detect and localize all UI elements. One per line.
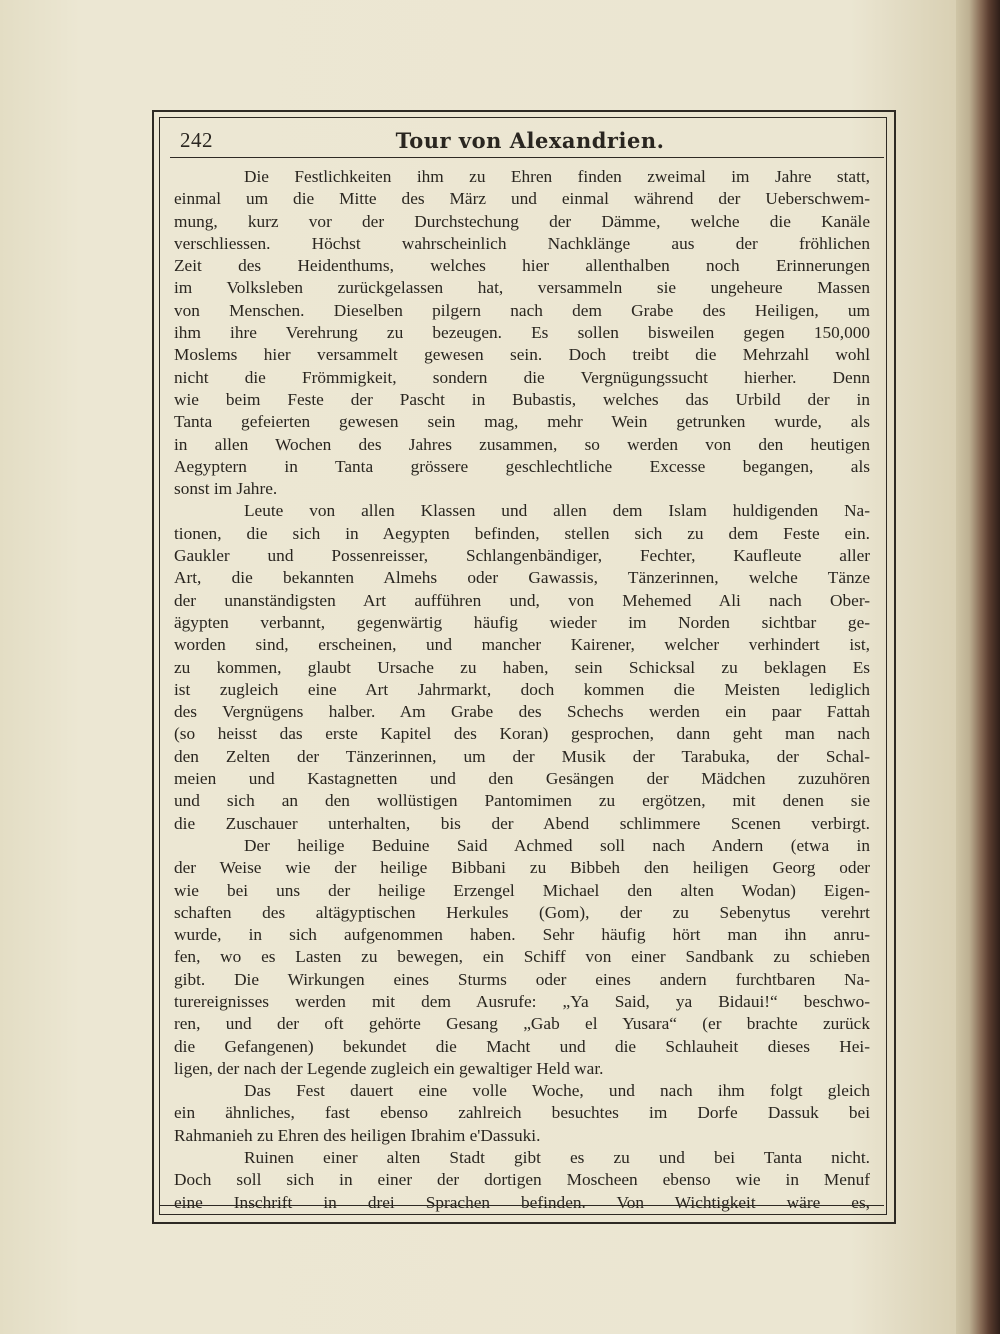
page-number: 242 xyxy=(180,128,213,152)
book-spine-edge xyxy=(956,0,1000,1334)
text-line: die Zuschauer unterhalten, bis der Abend schlimmere Scenen verbirgt. xyxy=(174,813,870,833)
text-line: schaften des altägyptischen Herkules (Gom), der zu Sebenytus verehrt xyxy=(174,902,870,922)
body-text xyxy=(174,166,870,1214)
text-line: Gaukler und Possenreisser, Schlangenbändiger, Fechter, Kaufleute aller xyxy=(174,546,870,566)
text-line: Zeit des Heidenthums, welches hier allenthalben noch Erinnerungen xyxy=(174,256,870,276)
text-line: die Gefangenen) bekundet die Macht und die Schlauheit dieses Hei- xyxy=(174,1036,870,1056)
text-line: Tanta gefeierten gewesen sein mag, mehr Wein getrunken wurde, als xyxy=(174,412,870,432)
text-line: tionen, die sich in Aegypten befinden, stellen sich zu dem Feste ein. xyxy=(174,523,870,543)
text-line: eine Inschrift in drei Sprachen befinden. Von Wichtigkeit wäre es, xyxy=(174,1192,870,1212)
text-line: ligen, der nach der Legende zugleich ein gewaltiger Held war. xyxy=(174,1058,604,1078)
text-line: Art, die bekannten Almehs oder Gawassis, Tänzerinnen, welche Tänze xyxy=(174,568,870,588)
text-line: gibt. Die Wirkungen eines Sturms oder eines andern furchtbaren Na- xyxy=(174,969,870,989)
text-line: Die Festlichkeiten ihm zu Ehren finden zweimal im Jahre statt, xyxy=(244,167,870,186)
text-line: der unanständigsten Art aufführen und, von Mehemed Ali nach Ober- xyxy=(174,590,870,610)
text-line: Moslems hier versammelt gewesen sein. Doch treibt die Mehrzahl wohl xyxy=(174,345,870,365)
text-line: und sich an den wollüstigen Pantomimen zu ergötzen, mit denen sie xyxy=(174,791,870,811)
text-line: des Vergnügens halber. Am Grabe des Schechs werden ein paar Fattah xyxy=(174,702,870,722)
text-line: Der heilige Beduine Said Achmed soll nach Andern (etwa in xyxy=(244,835,870,855)
text-line: zu kommen, glaubt Ursache zu haben, sein Schicksal zu beklagen Es xyxy=(174,657,870,677)
text-line: Aegyptern in Tanta grössere geschlechtliche Excesse begangen, als xyxy=(174,456,870,476)
text-line: meien und Kastagnetten und den Gesängen der Mädchen zuzuhören xyxy=(174,769,870,789)
text-line: ihm ihre Verehrung zu bezeugen. Es sollen bisweilen gegen 150,000 xyxy=(174,323,870,343)
text-line: worden sind, erscheinen, und mancher Kairener, welcher verhindert ist, xyxy=(174,635,870,655)
text-line: Rahmanieh zu Ehren des heiligen Ibrahim e'Dassuki. xyxy=(174,1125,541,1145)
text-line: Das Fest dauert eine volle Woche, und nach ihm folgt gleich xyxy=(244,1081,870,1101)
text-line: einmal um die Mitte des März und einmal während der Ueberschwem- xyxy=(174,189,870,209)
text-line: (so heisst das erste Kapitel des Koran) gesprochen, dann geht man nach xyxy=(174,724,870,744)
footer-rule xyxy=(160,1205,884,1206)
text-line: verschliessen. Höchst wahrscheinlich Nachklänge aus der fröhlichen xyxy=(174,233,870,253)
text-line: ägypten verbannt, gegenwärtig häufig wieder im Norden sichtbar ge- xyxy=(174,612,870,632)
text-line: ein ähnliches, fast ebenso zahlreich besuchtes im Dorfe Dassuk bei xyxy=(174,1103,870,1123)
text-line: den Zelten der Tänzerinnen, um der Musik der Tarabuka, der Schal- xyxy=(174,746,870,766)
page-header xyxy=(180,128,880,158)
text-line: wie beim Feste der Pascht in Bubastis, welches das Urbild der in xyxy=(174,389,870,409)
text-line: turereignisses werden mit dem Ausrufe: „Ya Said, ya Bidaui!“ beschwo- xyxy=(174,991,870,1011)
text-line: Leute von allen Klassen und allen dem Islam huldigenden Na- xyxy=(244,501,870,521)
text-line: der Weise wie der heilige Bibbani zu Bibbeh den heiligen Georg oder xyxy=(174,858,870,878)
text-line: nicht die Frömmigkeit, sondern die Vergnügungssucht hierher. Denn xyxy=(174,367,870,387)
text-line: in allen Wochen des Jahres zusammen, so werden von den heutigen xyxy=(174,434,870,454)
header-rule xyxy=(170,157,884,158)
text-line: sonst im Jahre. xyxy=(174,479,278,499)
running-title: Tour von Alexandrien. xyxy=(395,128,665,153)
text-line: wie bei uns der heilige Erzengel Michael den alten Wodan) Eigen- xyxy=(174,880,870,900)
text-line: Doch soll sich in einer der dortigen Moscheen ebenso wie in Menuf xyxy=(174,1170,870,1190)
text-line: von Menschen. Dieselben pilgern nach dem Grabe des Heiligen, um xyxy=(174,300,870,320)
text-line: wurde, in sich aufgenommen haben. Sehr häufig hört man ihn anru- xyxy=(174,925,870,945)
text-line: ren, und der oft gehörte Gesang „Gab el Yusara“ (er brachte zurück xyxy=(174,1014,870,1034)
text-line: mung, kurz vor der Durchstechung der Dämme, welche die Kanäle xyxy=(174,211,870,231)
text-line: fen, wo es Lasten zu bewegen, ein Schiff von einer Sandbank zu schieben xyxy=(174,947,870,967)
text-line: im Volksleben zurückgelassen hat, versammeln sie ungeheure Massen xyxy=(174,278,870,298)
text-line: ist zugleich eine Art Jahrmarkt, doch kommen die Meisten lediglich xyxy=(174,679,870,699)
text-line: Ruinen einer alten Stadt gibt es zu und bei Tanta nicht. xyxy=(244,1148,870,1168)
